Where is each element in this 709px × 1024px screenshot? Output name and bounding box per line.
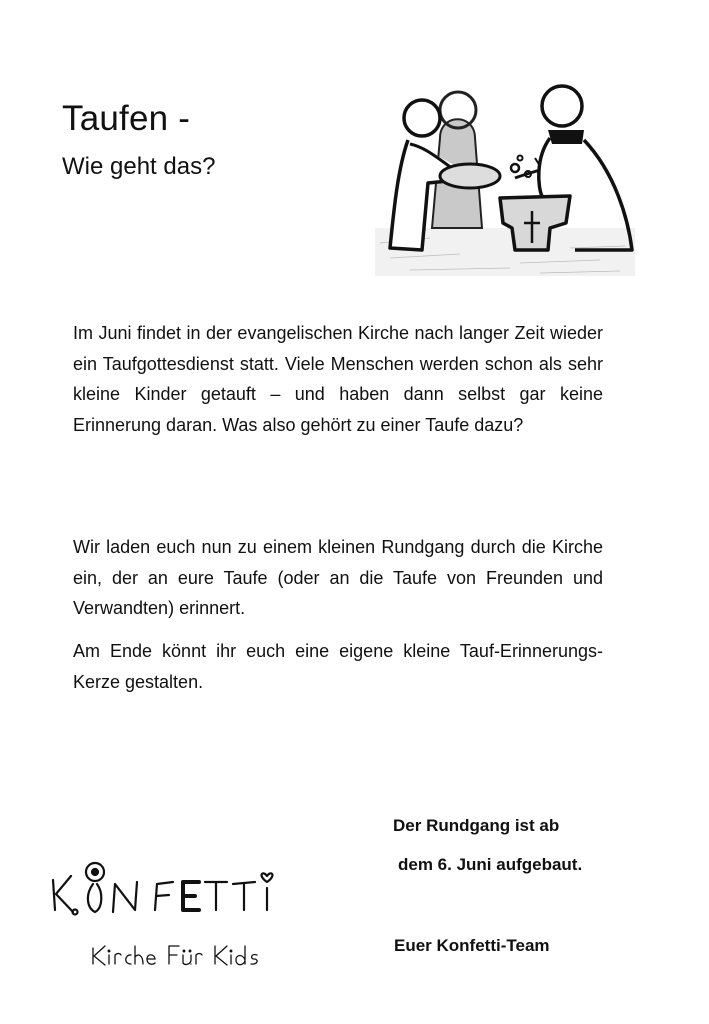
closing-line-1: Der Rundgang ist ab [393,816,560,835]
konfetti-logo [45,860,285,970]
intro-paragraph: Im Juni findet in der evangelischen Kirche nach langer Zeit wieder ein Taufgottesdienst statt. Viele Menschen werden schon als sehr kleine Kinder getauft – und haben dann selbst gar keine Erinnerung daran. Was also gehört zu einer Taufe dazu? [73,323,603,435]
candle-paragraph: Am Ende könnt ihr euch eine eigene kleine Tauf-Erinnerungs-Kerze gestalten. [73,641,603,692]
invitation-paragraph: Wir laden euch nun zu einem kleinen Rundgang durch die Kirche ein, der an eure Taufe (oder an die Taufe von Freunden und Verwandten) erinnert. [73,537,603,618]
closing-line-2: dem 6. Juni aufgebaut. [398,855,583,874]
page-subtitle: Wie geht das? [62,153,216,180]
signature: Euer Konfetti-Team [394,936,550,955]
page-title: Taufen - [62,99,191,138]
baptism-illustration-icon [370,78,640,283]
